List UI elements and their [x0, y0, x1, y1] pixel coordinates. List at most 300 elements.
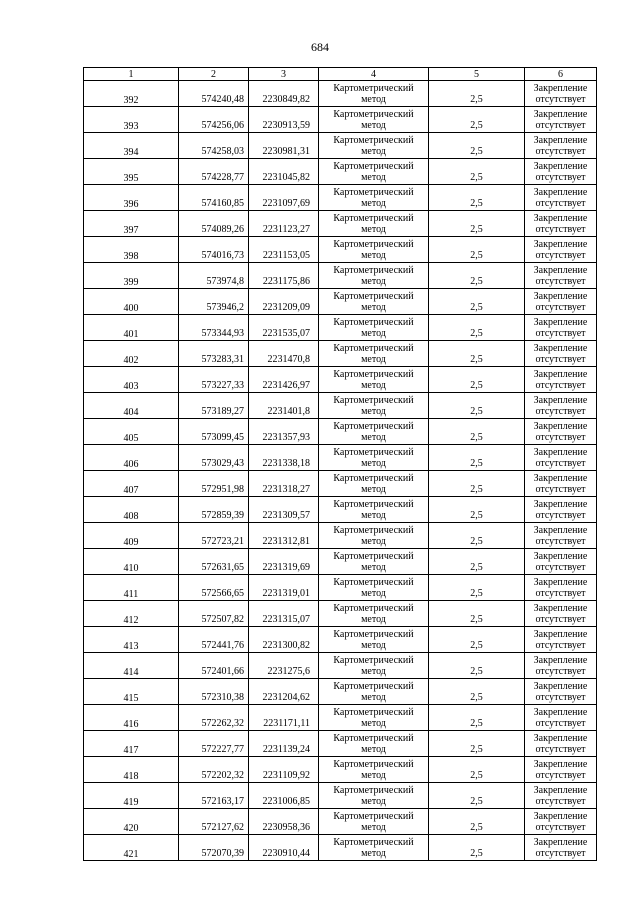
point-number-cell: 401: [84, 315, 179, 341]
fixation-line-1: Закрепление: [533, 602, 588, 614]
x-coordinate-cell: 574016,73: [179, 237, 249, 263]
method-line-1: Картометрический: [333, 290, 414, 302]
accuracy-cell: 2,5: [429, 601, 525, 627]
x-coordinate-cell: 574089,26: [179, 211, 249, 237]
fixation-line-1: Закрепление: [533, 238, 588, 250]
coordinates-table: [83, 67, 597, 861]
method-line-1: Картометрический: [333, 810, 414, 822]
method-line-2: метод: [361, 665, 386, 677]
accuracy-cell: 2,5: [429, 159, 525, 185]
method-cell: [319, 185, 429, 211]
y-coordinate-cell: 2231153,05: [249, 237, 319, 263]
fixation-line-1: Закрепление: [533, 758, 588, 770]
fixation-line-2: отсутствует: [535, 327, 586, 339]
fixation-line-2: отсутствует: [535, 561, 586, 573]
point-number-cell: 412: [84, 601, 179, 627]
accuracy-cell: 2,5: [429, 445, 525, 471]
point-number-cell: 415: [84, 679, 179, 705]
method-line-1: Картометрический: [333, 784, 414, 796]
method-line-1: Картометрический: [333, 420, 414, 432]
method-cell: [319, 497, 429, 523]
method-line-1: Картометрический: [333, 160, 414, 172]
x-coordinate-cell: 572401,66: [179, 653, 249, 679]
method-cell: [319, 237, 429, 263]
y-coordinate-cell: 2231309,57: [249, 497, 319, 523]
method-line-2: метод: [361, 535, 386, 547]
method-line-2: метод: [361, 457, 386, 469]
method-line-1: Картометрический: [333, 342, 414, 354]
point-number-cell: 403: [84, 367, 179, 393]
x-coordinate-cell: 572262,32: [179, 705, 249, 731]
header-cell-1: 1: [84, 68, 179, 81]
y-coordinate-cell: 2231175,86: [249, 263, 319, 289]
y-coordinate-cell: 2230913,59: [249, 107, 319, 133]
method-line-2: метод: [361, 249, 386, 261]
y-coordinate-cell: 2231535,07: [249, 315, 319, 341]
method-line-1: Картометрический: [333, 498, 414, 510]
point-number-cell: 420: [84, 809, 179, 835]
y-coordinate-cell: 2231097,69: [249, 185, 319, 211]
fixation-line-1: Закрепление: [533, 420, 588, 432]
fixation-line-2: отсутствует: [535, 795, 586, 807]
x-coordinate-cell: 572070,39: [179, 835, 249, 861]
method-line-1: Картометрический: [333, 134, 414, 146]
x-coordinate-cell: 574160,85: [179, 185, 249, 211]
x-coordinate-cell: 573344,93: [179, 315, 249, 341]
method-cell: [319, 523, 429, 549]
fixation-line-2: отсутствует: [535, 691, 586, 703]
accuracy-cell: 2,5: [429, 211, 525, 237]
method-cell: [319, 341, 429, 367]
table-row: [84, 783, 597, 809]
method-line-2: метод: [361, 223, 386, 235]
accuracy-cell: 2,5: [429, 315, 525, 341]
fixation-line-1: Закрепление: [533, 472, 588, 484]
y-coordinate-cell: 2231006,85: [249, 783, 319, 809]
fixation-line-2: отсутствует: [535, 717, 586, 729]
table-row: [84, 133, 597, 159]
accuracy-cell: 2,5: [429, 341, 525, 367]
fixation-line-2: отсутствует: [535, 847, 586, 859]
fixation-line-1: Закрепление: [533, 186, 588, 198]
fixation-cell: [525, 289, 597, 315]
point-number-cell: 398: [84, 237, 179, 263]
fixation-cell: [525, 783, 597, 809]
x-coordinate-cell: 574240,48: [179, 81, 249, 107]
point-number-cell: 416: [84, 705, 179, 731]
point-number-cell: 408: [84, 497, 179, 523]
method-line-1: Картометрический: [333, 758, 414, 770]
fixation-line-2: отсутствует: [535, 353, 586, 365]
accuracy-cell: 2,5: [429, 757, 525, 783]
method-line-1: Картометрический: [333, 602, 414, 614]
fixation-cell: [525, 601, 597, 627]
table-row: [84, 575, 597, 601]
x-coordinate-cell: 572441,76: [179, 627, 249, 653]
method-cell: [319, 679, 429, 705]
x-coordinate-cell: 572227,77: [179, 731, 249, 757]
fixation-line-1: Закрепление: [533, 680, 588, 692]
accuracy-cell: 2,5: [429, 289, 525, 315]
method-line-1: Картометрический: [333, 524, 414, 536]
accuracy-cell: 2,5: [429, 679, 525, 705]
x-coordinate-cell: 572507,82: [179, 601, 249, 627]
header-row: [84, 68, 597, 81]
method-cell: [319, 211, 429, 237]
accuracy-cell: 2,5: [429, 497, 525, 523]
method-line-1: Картометрический: [333, 264, 414, 276]
header-cell-6: 6: [525, 68, 597, 81]
fixation-line-1: Закрепление: [533, 290, 588, 302]
fixation-line-2: отсутствует: [535, 613, 586, 625]
fixation-line-2: отсутствует: [535, 171, 586, 183]
table-row: [84, 185, 597, 211]
method-line-2: метод: [361, 795, 386, 807]
method-line-2: метод: [361, 405, 386, 417]
y-coordinate-cell: 2231426,97: [249, 367, 319, 393]
point-number-cell: 392: [84, 81, 179, 107]
fixation-cell: [525, 679, 597, 705]
fixation-line-2: отсутствует: [535, 145, 586, 157]
method-line-1: Картометрический: [333, 108, 414, 120]
accuracy-cell: 2,5: [429, 471, 525, 497]
fixation-line-1: Закрепление: [533, 368, 588, 380]
method-line-1: Картометрический: [333, 654, 414, 666]
accuracy-cell: 2,5: [429, 523, 525, 549]
method-line-1: Картометрический: [333, 238, 414, 250]
y-coordinate-cell: 2230910,44: [249, 835, 319, 861]
x-coordinate-cell: 573029,43: [179, 445, 249, 471]
method-cell: [319, 263, 429, 289]
fixation-line-2: отсутствует: [535, 249, 586, 261]
method-cell: [319, 133, 429, 159]
fixation-cell: [525, 81, 597, 107]
x-coordinate-cell: 573946,2: [179, 289, 249, 315]
fixation-line-2: отсутствует: [535, 119, 586, 131]
method-line-1: Картометрический: [333, 186, 414, 198]
x-coordinate-cell: 572951,98: [179, 471, 249, 497]
point-number-cell: 397: [84, 211, 179, 237]
y-coordinate-cell: 2231123,27: [249, 211, 319, 237]
method-cell: [319, 549, 429, 575]
fixation-line-1: Закрепление: [533, 836, 588, 848]
accuracy-cell: 2,5: [429, 653, 525, 679]
method-line-2: метод: [361, 483, 386, 495]
fixation-cell: [525, 445, 597, 471]
method-cell: [319, 757, 429, 783]
x-coordinate-cell: 573189,27: [179, 393, 249, 419]
fixation-line-1: Закрепление: [533, 550, 588, 562]
accuracy-cell: 2,5: [429, 731, 525, 757]
method-line-2: метод: [361, 197, 386, 209]
accuracy-cell: 2,5: [429, 263, 525, 289]
table-row: [84, 263, 597, 289]
table-header: [84, 68, 597, 81]
fixation-cell: [525, 185, 597, 211]
x-coordinate-cell: 573283,31: [179, 341, 249, 367]
header-cell-5: 5: [429, 68, 525, 81]
fixation-line-1: Закрепление: [533, 732, 588, 744]
fixation-line-1: Закрепление: [533, 654, 588, 666]
fixation-cell: [525, 263, 597, 289]
point-number-cell: 417: [84, 731, 179, 757]
method-line-2: метод: [361, 431, 386, 443]
x-coordinate-cell: 572202,32: [179, 757, 249, 783]
method-line-2: метод: [361, 327, 386, 339]
method-line-2: метод: [361, 691, 386, 703]
accuracy-cell: 2,5: [429, 133, 525, 159]
method-cell: [319, 81, 429, 107]
table-row: [84, 757, 597, 783]
method-line-2: метод: [361, 171, 386, 183]
method-line-2: метод: [361, 145, 386, 157]
method-cell: [319, 471, 429, 497]
point-number-cell: 404: [84, 393, 179, 419]
fixation-cell: [525, 809, 597, 835]
table-row: [84, 653, 597, 679]
x-coordinate-cell: 572631,65: [179, 549, 249, 575]
point-number-cell: 405: [84, 419, 179, 445]
accuracy-cell: 2,5: [429, 107, 525, 133]
accuracy-cell: 2,5: [429, 419, 525, 445]
method-line-1: Картометрический: [333, 212, 414, 224]
method-line-2: метод: [361, 717, 386, 729]
method-line-1: Картометрический: [333, 316, 414, 328]
method-line-2: метод: [361, 743, 386, 755]
point-number-cell: 411: [84, 575, 179, 601]
fixation-line-2: отсутствует: [535, 197, 586, 209]
table-row: [84, 679, 597, 705]
method-line-2: метод: [361, 301, 386, 313]
method-cell: [319, 107, 429, 133]
method-line-2: метод: [361, 509, 386, 521]
method-line-1: Картометрический: [333, 550, 414, 562]
fixation-line-2: отсутствует: [535, 93, 586, 105]
fixation-line-2: отсутствует: [535, 743, 586, 755]
table-row: [84, 237, 597, 263]
x-coordinate-cell: 573227,33: [179, 367, 249, 393]
method-cell: [319, 731, 429, 757]
fixation-line-1: Закрепление: [533, 342, 588, 354]
y-coordinate-cell: 2231319,69: [249, 549, 319, 575]
fixation-cell: [525, 107, 597, 133]
table-row: [84, 731, 597, 757]
method-cell: [319, 159, 429, 185]
accuracy-cell: 2,5: [429, 809, 525, 835]
fixation-line-1: Закрепление: [533, 628, 588, 640]
fixation-cell: [525, 211, 597, 237]
table-row: [84, 705, 597, 731]
method-line-2: метод: [361, 119, 386, 131]
method-cell: [319, 315, 429, 341]
method-cell: [319, 653, 429, 679]
fixation-line-2: отсутствует: [535, 509, 586, 521]
point-number-cell: 402: [84, 341, 179, 367]
fixation-cell: [525, 523, 597, 549]
fixation-cell: [525, 133, 597, 159]
y-coordinate-cell: 2231045,82: [249, 159, 319, 185]
accuracy-cell: 2,5: [429, 627, 525, 653]
point-number-cell: 418: [84, 757, 179, 783]
y-coordinate-cell: 2230981,31: [249, 133, 319, 159]
y-coordinate-cell: 2230958,36: [249, 809, 319, 835]
point-number-cell: 406: [84, 445, 179, 471]
point-number-cell: 400: [84, 289, 179, 315]
table-row: [84, 159, 597, 185]
fixation-line-2: отсутствует: [535, 587, 586, 599]
accuracy-cell: 2,5: [429, 705, 525, 731]
fixation-line-1: Закрепление: [533, 784, 588, 796]
table-row: [84, 601, 597, 627]
method-line-1: Картометрический: [333, 576, 414, 588]
x-coordinate-cell: 572127,62: [179, 809, 249, 835]
method-line-1: Картометрический: [333, 706, 414, 718]
method-line-1: Картометрический: [333, 394, 414, 406]
method-line-2: метод: [361, 587, 386, 599]
fixation-line-1: Закрепление: [533, 160, 588, 172]
x-coordinate-cell: 572723,21: [179, 523, 249, 549]
method-cell: [319, 289, 429, 315]
table-row: [84, 445, 597, 471]
fixation-cell: [525, 653, 597, 679]
point-number-cell: 399: [84, 263, 179, 289]
method-line-1: Картометрический: [333, 472, 414, 484]
method-cell: [319, 627, 429, 653]
x-coordinate-cell: 572859,39: [179, 497, 249, 523]
y-coordinate-cell: 2231300,82: [249, 627, 319, 653]
accuracy-cell: 2,5: [429, 835, 525, 861]
fixation-line-2: отсутствует: [535, 379, 586, 391]
accuracy-cell: 2,5: [429, 237, 525, 263]
point-number-cell: 421: [84, 835, 179, 861]
point-number-cell: 419: [84, 783, 179, 809]
fixation-line-2: отсутствует: [535, 301, 586, 313]
point-number-cell: 407: [84, 471, 179, 497]
page-number: 684: [311, 40, 329, 54]
accuracy-cell: 2,5: [429, 393, 525, 419]
fixation-cell: [525, 237, 597, 263]
x-coordinate-cell: 574256,06: [179, 107, 249, 133]
fixation-line-2: отсутствует: [535, 665, 586, 677]
fixation-cell: [525, 497, 597, 523]
accuracy-cell: 2,5: [429, 549, 525, 575]
accuracy-cell: 2,5: [429, 185, 525, 211]
point-number-cell: 409: [84, 523, 179, 549]
fixation-cell: [525, 393, 597, 419]
point-number-cell: 410: [84, 549, 179, 575]
method-line-2: метод: [361, 847, 386, 859]
accuracy-cell: 2,5: [429, 783, 525, 809]
fixation-cell: [525, 159, 597, 185]
fixation-cell: [525, 419, 597, 445]
table-row: [84, 523, 597, 549]
point-number-cell: 413: [84, 627, 179, 653]
point-number-cell: 396: [84, 185, 179, 211]
fixation-cell: [525, 471, 597, 497]
table-row: [84, 211, 597, 237]
accuracy-cell: 2,5: [429, 575, 525, 601]
method-cell: [319, 601, 429, 627]
fixation-line-1: Закрепление: [533, 576, 588, 588]
method-line-2: метод: [361, 613, 386, 625]
fixation-line-2: отсутствует: [535, 223, 586, 235]
fixation-cell: [525, 757, 597, 783]
table-row: [84, 81, 597, 107]
fixation-line-1: Закрепление: [533, 212, 588, 224]
method-line-1: Картометрический: [333, 680, 414, 692]
method-line-2: метод: [361, 561, 386, 573]
x-coordinate-cell: 573099,45: [179, 419, 249, 445]
method-line-2: метод: [361, 379, 386, 391]
y-coordinate-cell: 2231338,18: [249, 445, 319, 471]
fixation-cell: [525, 575, 597, 601]
fixation-line-1: Закрепление: [533, 394, 588, 406]
y-coordinate-cell: 2231357,93: [249, 419, 319, 445]
fixation-line-1: Закрепление: [533, 706, 588, 718]
fixation-line-1: Закрепление: [533, 82, 588, 94]
point-number-cell: 395: [84, 159, 179, 185]
y-coordinate-cell: 2231275,6: [249, 653, 319, 679]
fixation-line-1: Закрепление: [533, 316, 588, 328]
header-cell-4: 4: [319, 68, 429, 81]
method-cell: [319, 809, 429, 835]
x-coordinate-cell: 574258,03: [179, 133, 249, 159]
method-line-1: Картометрический: [333, 82, 414, 94]
table-row: [84, 627, 597, 653]
y-coordinate-cell: 2231315,07: [249, 601, 319, 627]
fixation-cell: [525, 367, 597, 393]
method-line-1: Картометрический: [333, 836, 414, 848]
table-row: [84, 419, 597, 445]
fixation-line-2: отсутствует: [535, 483, 586, 495]
fixation-line-1: Закрепление: [533, 264, 588, 276]
y-coordinate-cell: 2231209,09: [249, 289, 319, 315]
fixation-line-1: Закрепление: [533, 810, 588, 822]
method-line-1: Картометрический: [333, 732, 414, 744]
point-number-cell: 414: [84, 653, 179, 679]
fixation-line-1: Закрепление: [533, 524, 588, 536]
fixation-line-2: отсутствует: [535, 431, 586, 443]
table-body: [84, 81, 597, 861]
method-cell: [319, 835, 429, 861]
method-cell: [319, 445, 429, 471]
point-number-cell: 393: [84, 107, 179, 133]
y-coordinate-cell: 2231401,8: [249, 393, 319, 419]
table-row: [84, 393, 597, 419]
fixation-cell: [525, 549, 597, 575]
y-coordinate-cell: 2231109,92: [249, 757, 319, 783]
x-coordinate-cell: 572566,65: [179, 575, 249, 601]
table-row: [84, 809, 597, 835]
method-line-2: метод: [361, 93, 386, 105]
y-coordinate-cell: 2231204,62: [249, 679, 319, 705]
fixation-cell: [525, 705, 597, 731]
x-coordinate-cell: 572163,17: [179, 783, 249, 809]
method-line-1: Картометрический: [333, 446, 414, 458]
accuracy-cell: 2,5: [429, 81, 525, 107]
method-line-2: метод: [361, 275, 386, 287]
y-coordinate-cell: 2231312,81: [249, 523, 319, 549]
method-line-1: Картометрический: [333, 628, 414, 640]
fixation-line-1: Закрепление: [533, 446, 588, 458]
fixation-line-2: отсутствует: [535, 639, 586, 651]
fixation-line-2: отсутствует: [535, 405, 586, 417]
y-coordinate-cell: 2231319,01: [249, 575, 319, 601]
fixation-line-1: Закрепление: [533, 108, 588, 120]
table-row: [84, 107, 597, 133]
method-cell: [319, 705, 429, 731]
y-coordinate-cell: 2231470,8: [249, 341, 319, 367]
